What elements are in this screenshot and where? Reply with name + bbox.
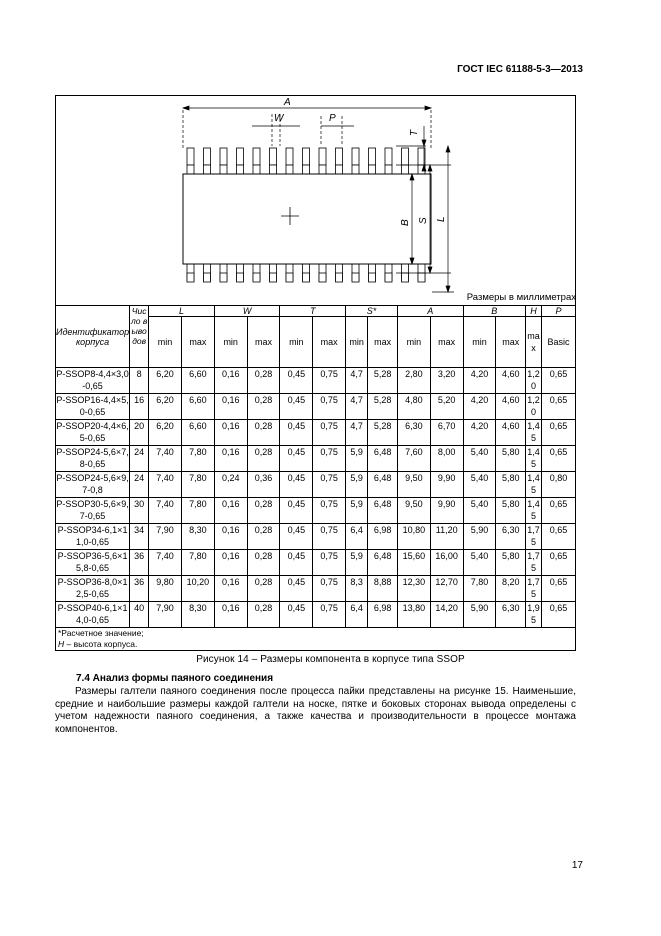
cell-value: 0,45 <box>280 498 313 524</box>
col-identifier: Идентификатор корпуса <box>56 306 130 368</box>
cell-value: 4,60 <box>496 368 526 394</box>
cell-count: 24 <box>130 446 149 472</box>
cell-value: 13,80 <box>397 602 430 628</box>
sub-min: min <box>397 317 430 368</box>
cell-value: 0,45 <box>280 576 313 602</box>
lead-pin <box>237 273 244 282</box>
package-body <box>183 174 431 264</box>
col-count: Число выводов <box>130 306 149 368</box>
cell-value: 0,16 <box>214 446 247 472</box>
center-mark <box>281 207 299 225</box>
cell-value: 10,80 <box>397 524 430 550</box>
cell-value: 6,4 <box>346 524 368 550</box>
note-h-var: H <box>58 639 65 649</box>
cell-value: 8,20 <box>496 576 526 602</box>
body-paragraph: Размеры галтели паяного соединения после процесса пайки представлены на рисунке 15. Наименьшие, средние и наибольшие размеры каждой галтели на носке, пятке и боковых сторонах вывода определены с учетом надежности паяного соединения, а также качества и производительности в процессе монтажа компонентов. <box>55 686 576 735</box>
cell-value: 6,48 <box>368 498 398 524</box>
cell-value: 5,80 <box>496 472 526 498</box>
lead-pin <box>220 148 227 165</box>
cell-value: 1,20 <box>526 368 542 394</box>
cell-value: 0,16 <box>214 420 247 446</box>
cell-value: 0,28 <box>247 420 280 446</box>
lead-pin <box>237 148 244 165</box>
cell-value: 1,45 <box>526 446 542 472</box>
cell-value: 0,28 <box>247 446 280 472</box>
cell-value: 2,80 <box>397 368 430 394</box>
lead-pin <box>303 165 310 174</box>
lead-pin <box>286 273 293 282</box>
cell-value: 4,20 <box>463 420 496 446</box>
lead-pin <box>336 165 343 174</box>
dim-P <box>321 116 354 146</box>
group-S: S* <box>346 306 398 317</box>
cell-count: 20 <box>130 420 149 446</box>
cell-value: 8,30 <box>181 602 214 628</box>
cell-value: 0,75 <box>313 420 346 446</box>
cell-value: 1,75 <box>526 550 542 576</box>
cell-value: 4,20 <box>463 368 496 394</box>
cell-value: 0,65 <box>541 550 575 576</box>
label-T: T <box>409 129 420 136</box>
cell-value: 3,20 <box>430 368 463 394</box>
sub-min: min <box>346 317 368 368</box>
cell-value: 4,80 <box>397 394 430 420</box>
cell-value: 5,28 <box>368 368 398 394</box>
cell-value: 6,20 <box>149 420 182 446</box>
label-P: P <box>329 113 336 124</box>
cell-count: 34 <box>130 524 149 550</box>
lead-pin <box>237 165 244 174</box>
cell-value: 7,60 <box>397 446 430 472</box>
cell-value: 6,60 <box>181 394 214 420</box>
cell-value: 5,9 <box>346 472 368 498</box>
page-number: 17 <box>571 860 583 871</box>
cell-value: 0,65 <box>541 420 575 446</box>
cell-value: 7,40 <box>149 498 182 524</box>
cell-value: 0,16 <box>214 576 247 602</box>
cell-value: 5,28 <box>368 394 398 420</box>
lead-pin <box>220 273 227 282</box>
sub-max: max <box>247 317 280 368</box>
cell-value: 1,75 <box>526 576 542 602</box>
cell-value: 0,65 <box>541 576 575 602</box>
cell-value: 7,90 <box>149 524 182 550</box>
group-T: T <box>280 306 346 317</box>
ssop-drawing <box>56 96 575 304</box>
group-A: A <box>397 306 463 317</box>
sub-max: max <box>368 317 398 368</box>
cell-value: 1,45 <box>526 472 542 498</box>
cell-value: 0,45 <box>280 524 313 550</box>
lead-pin <box>303 273 310 282</box>
cell-value: 4,20 <box>463 394 496 420</box>
cell-value: 6,48 <box>368 472 398 498</box>
table-row <box>56 576 576 602</box>
lead-pin <box>369 273 376 282</box>
table-row <box>56 420 576 446</box>
cell-value: 9,50 <box>397 498 430 524</box>
cell-value: 0,65 <box>541 394 575 420</box>
cell-value: 5,80 <box>496 446 526 472</box>
lead-pin <box>369 165 376 174</box>
lead-pin <box>204 148 211 165</box>
table-row <box>56 446 576 472</box>
group-B: B <box>463 306 525 317</box>
group-L: L <box>149 306 215 317</box>
lead-pin <box>286 165 293 174</box>
cell-value: 5,40 <box>463 550 496 576</box>
lead-pin <box>253 273 260 282</box>
sub-basic: Basic <box>541 317 575 368</box>
cell-value: 0,75 <box>313 576 346 602</box>
cell-value: 11,20 <box>430 524 463 550</box>
cell-value: 1,20 <box>526 394 542 420</box>
table-row <box>56 394 576 420</box>
cell-identifier: P-SSOP40-6,1×14,0-0,65 <box>56 602 130 628</box>
lead-pin <box>336 273 343 282</box>
cell-identifier: P-SSOP24-5,6×7,8-0,65 <box>56 446 130 472</box>
cell-value: 7,80 <box>463 576 496 602</box>
dimensions-table <box>55 305 576 651</box>
lead-pin <box>352 165 359 174</box>
cell-value: 1,45 <box>526 498 542 524</box>
cell-value: 5,28 <box>368 420 398 446</box>
cell-value: 0,75 <box>313 524 346 550</box>
cell-value: 5,9 <box>346 498 368 524</box>
cell-value: 0,45 <box>280 420 313 446</box>
section-title: 7.4 Анализ формы паяного соединения <box>76 673 274 684</box>
cell-value: 8,30 <box>181 524 214 550</box>
cell-count: 36 <box>130 550 149 576</box>
lead-pin <box>385 165 392 174</box>
cell-value: 0,28 <box>247 394 280 420</box>
cell-value: 8,88 <box>368 576 398 602</box>
group-W: W <box>214 306 280 317</box>
note-height <box>58 639 575 650</box>
cell-value: 9,90 <box>430 498 463 524</box>
cell-value: 0,16 <box>214 524 247 550</box>
cell-value: 4,7 <box>346 420 368 446</box>
note-asterisk: *Расчетное значение; <box>58 628 144 638</box>
cell-value: 4,60 <box>496 420 526 446</box>
sub-min: min <box>149 317 182 368</box>
cell-value: 0,28 <box>247 368 280 394</box>
cell-value: 0,28 <box>247 498 280 524</box>
lead-pin <box>418 273 425 282</box>
cell-count: 24 <box>130 472 149 498</box>
cell-value: 0,45 <box>280 394 313 420</box>
lead-pin <box>385 148 392 165</box>
cell-value: 5,9 <box>346 446 368 472</box>
label-S: S <box>418 217 429 224</box>
pins-bottom <box>187 264 425 282</box>
cell-value: 5,90 <box>463 602 496 628</box>
lead-pin <box>352 273 359 282</box>
cell-identifier: P-SSOP36-5,6×15,8-0,65 <box>56 550 130 576</box>
cell-value: 0,28 <box>247 524 280 550</box>
cell-identifier: P-SSOP36-8,0×12,5-0,65 <box>56 576 130 602</box>
table-note-row <box>56 628 576 651</box>
cell-count: 30 <box>130 498 149 524</box>
cell-value: 6,20 <box>149 368 182 394</box>
lead-pin <box>187 273 194 282</box>
lead-pin <box>270 148 277 165</box>
cell-value: 16,00 <box>430 550 463 576</box>
lead-pin <box>336 148 343 165</box>
lead-pin <box>220 165 227 174</box>
cell-identifier: P-SSOP24-5,6×9,7-0,8 <box>56 472 130 498</box>
cell-value: 6,60 <box>181 368 214 394</box>
cell-value: 7,80 <box>181 446 214 472</box>
cell-value: 0,45 <box>280 446 313 472</box>
lead-pin <box>270 165 277 174</box>
lead-pin <box>319 148 326 165</box>
cell-count: 40 <box>130 602 149 628</box>
cell-value: 6,30 <box>496 524 526 550</box>
cell-value: 0,75 <box>313 446 346 472</box>
cell-identifier: P-SSOP30-5,6×9,7-0,65 <box>56 498 130 524</box>
cell-count: 16 <box>130 394 149 420</box>
lead-pin <box>352 148 359 165</box>
cell-value: 10,20 <box>181 576 214 602</box>
cell-value: 0,28 <box>247 550 280 576</box>
cell-value: 5,80 <box>496 498 526 524</box>
table-row <box>56 472 576 498</box>
cell-value: 8,00 <box>430 446 463 472</box>
cell-value: 0,80 <box>541 472 575 498</box>
cell-value: 7,90 <box>149 602 182 628</box>
label-B: B <box>400 219 411 226</box>
lead-pin <box>385 273 392 282</box>
cell-value: 0,65 <box>541 602 575 628</box>
sub-max: max <box>430 317 463 368</box>
cell-value: 6,98 <box>368 524 398 550</box>
table-row <box>56 602 576 628</box>
lead-pin <box>286 148 293 165</box>
cell-value: 6,70 <box>430 420 463 446</box>
table-row <box>56 498 576 524</box>
table-note <box>56 628 576 651</box>
lead-pin <box>204 165 211 174</box>
document-header: ГОСТ IEC 61188-5-3—2013 <box>457 64 583 75</box>
cell-value: 0,75 <box>313 602 346 628</box>
group-H: H <box>526 306 542 317</box>
sub-min: min <box>280 317 313 368</box>
cell-identifier: P-SSOP20-4,4×6,5-0,65 <box>56 420 130 446</box>
cell-value: 0,65 <box>541 498 575 524</box>
cell-identifier: P-SSOP16-4,4×5,0-0,65 <box>56 394 130 420</box>
cell-value: 0,45 <box>280 368 313 394</box>
cell-value: 15,60 <box>397 550 430 576</box>
lead-pin <box>402 273 409 282</box>
cell-value: 4,7 <box>346 394 368 420</box>
cell-value: 7,40 <box>149 446 182 472</box>
cell-value: 5,40 <box>463 446 496 472</box>
label-A: A <box>284 97 291 108</box>
cell-value: 0,16 <box>214 368 247 394</box>
cell-value: 12,30 <box>397 576 430 602</box>
sub-min: min <box>214 317 247 368</box>
cell-value: 5,9 <box>346 550 368 576</box>
cell-value: 5,40 <box>463 472 496 498</box>
lead-pin <box>402 165 409 174</box>
cell-value: 1,95 <box>526 602 542 628</box>
cell-value: 6,30 <box>397 420 430 446</box>
sub-max: max <box>496 317 526 368</box>
cell-value: 12,70 <box>430 576 463 602</box>
cell-value: 0,16 <box>214 394 247 420</box>
cell-value: 5,90 <box>463 524 496 550</box>
lead-pin <box>204 273 211 282</box>
pins-top <box>187 148 425 174</box>
cell-value: 9,80 <box>149 576 182 602</box>
cell-value: 0,45 <box>280 602 313 628</box>
cell-value: 0,16 <box>214 550 247 576</box>
cell-value: 0,75 <box>313 472 346 498</box>
label-L: L <box>436 216 447 222</box>
cell-count: 8 <box>130 368 149 394</box>
lead-pin <box>253 148 260 165</box>
cell-value: 1,75 <box>526 524 542 550</box>
cell-value: 0,75 <box>313 498 346 524</box>
cell-value: 9,90 <box>430 472 463 498</box>
cell-identifier: P-SSOP34-6,1×11,0-0,65 <box>56 524 130 550</box>
cell-value: 0,75 <box>313 550 346 576</box>
cell-value: 0,75 <box>313 394 346 420</box>
note-h-text: – высота корпуса. <box>64 639 138 649</box>
cell-value: 0,45 <box>280 550 313 576</box>
lead-pin <box>187 165 194 174</box>
cell-value: 0,75 <box>313 368 346 394</box>
table-row <box>56 550 576 576</box>
cell-value: 7,80 <box>181 498 214 524</box>
cell-identifier: P-SSOP8-4,4×3,0-0,65 <box>56 368 130 394</box>
lead-pin <box>303 148 310 165</box>
cell-value: 0,65 <box>541 368 575 394</box>
cell-value: 0,16 <box>214 602 247 628</box>
cell-value: 6,30 <box>496 602 526 628</box>
cell-value: 5,20 <box>430 394 463 420</box>
cell-value: 5,40 <box>463 498 496 524</box>
cell-value: 6,48 <box>368 446 398 472</box>
cell-value: 4,60 <box>496 394 526 420</box>
cell-value: 7,80 <box>181 550 214 576</box>
cell-value: 7,40 <box>149 550 182 576</box>
lead-pin <box>402 148 409 165</box>
cell-value: 4,7 <box>346 368 368 394</box>
cell-value: 6,48 <box>368 550 398 576</box>
group-P: P <box>541 306 575 317</box>
cell-value: 0,45 <box>280 472 313 498</box>
table-row <box>56 524 576 550</box>
lead-pin <box>187 148 194 165</box>
cell-value: 6,4 <box>346 602 368 628</box>
sub-max: max <box>313 317 346 368</box>
cell-value: 6,98 <box>368 602 398 628</box>
cell-value: 6,60 <box>181 420 214 446</box>
header-row-groups <box>56 306 576 317</box>
cell-value: 8,3 <box>346 576 368 602</box>
sub-min: min <box>463 317 496 368</box>
cell-value: 6,20 <box>149 394 182 420</box>
cell-value: 0,36 <box>247 472 280 498</box>
cell-value: 0,16 <box>214 498 247 524</box>
figure-caption: Рисунок 14 – Размеры компонента в корпусе типа SSOP <box>196 654 465 665</box>
label-W: W <box>274 113 284 124</box>
cell-value: 1,45 <box>526 420 542 446</box>
lead-pin <box>270 273 277 282</box>
cell-value: 0,28 <box>247 602 280 628</box>
cell-value: 0,65 <box>541 524 575 550</box>
lead-pin <box>319 273 326 282</box>
cell-value: 0,65 <box>541 446 575 472</box>
lead-pin <box>253 165 260 174</box>
cell-value: 7,80 <box>181 472 214 498</box>
cell-value: 7,40 <box>149 472 182 498</box>
sub-max: max <box>526 317 542 368</box>
dim-A <box>183 106 431 148</box>
cell-value: 0,24 <box>214 472 247 498</box>
cell-count: 36 <box>130 576 149 602</box>
cell-value: 5,80 <box>496 550 526 576</box>
cell-value: 0,28 <box>247 576 280 602</box>
cell-value: 14,20 <box>430 602 463 628</box>
lead-pin <box>319 165 326 174</box>
units-note: Размеры в миллиметрах <box>466 292 576 303</box>
table-row <box>56 368 576 394</box>
lead-pin <box>369 148 376 165</box>
sub-max: max <box>181 317 214 368</box>
cell-value: 9,50 <box>397 472 430 498</box>
